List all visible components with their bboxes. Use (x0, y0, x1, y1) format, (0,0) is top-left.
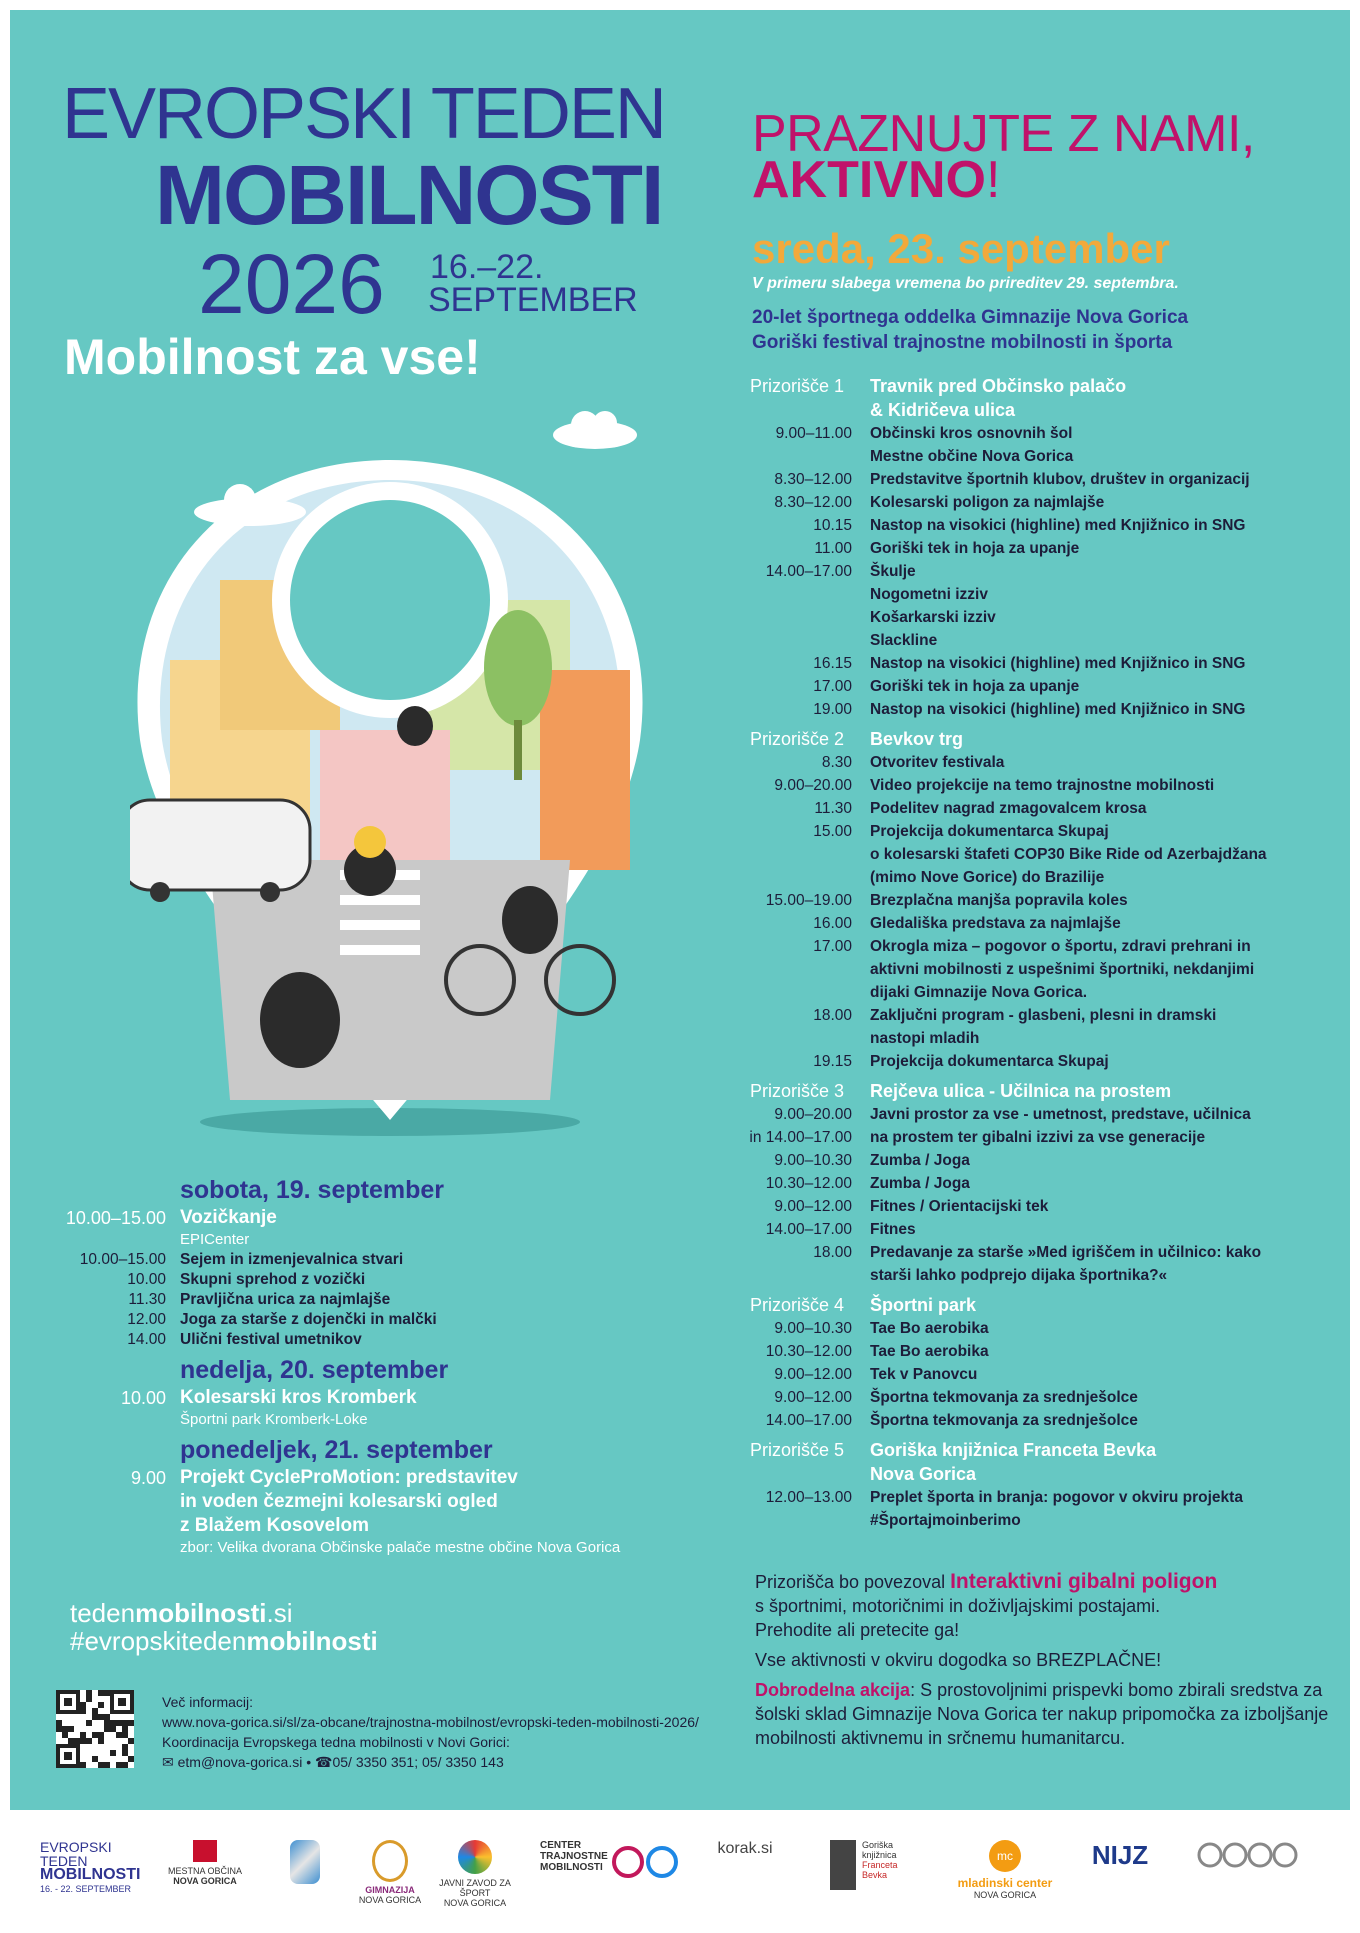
schedule-text: Športna tekmovanja za srednješolce (870, 1412, 1138, 1429)
schedule-row (740, 751, 1340, 774)
schedule-row (740, 1195, 1340, 1218)
schedule-time: 14.00–17.00 (765, 1412, 852, 1429)
schedule-row (740, 698, 1340, 721)
schedule-row (740, 652, 1340, 675)
schedule-text: Občinski kros osnovnih šol (870, 425, 1073, 442)
venue-label: Prizorišče 5 (750, 1440, 845, 1460)
schedule-text: Slackline (870, 632, 938, 649)
schedule-text: Zumba / Joga (870, 1152, 970, 1169)
schedule-row (740, 422, 1340, 445)
schedule-row (740, 866, 1340, 889)
schedule-time: 15.00–19.00 (765, 892, 852, 909)
day-time: 10.00–15.00 (79, 1251, 166, 1268)
day-row (40, 1386, 690, 1410)
schedule-row (740, 774, 1340, 797)
contact-line: ✉ etm@nova-gorica.si • ☎05/ 3350 351; 05/ 3350 143 (162, 1754, 504, 1770)
dates-line2: SEPTEMBER (428, 281, 638, 319)
venue-heading (740, 727, 1340, 751)
venue-name: Goriška knjižnica Franceta Bevka (870, 1440, 1157, 1460)
phone-icon: ☎ (315, 1754, 333, 1770)
email[interactable]: etm@nova-gorica.si (177, 1754, 303, 1770)
day-heading: sobota, 19. september (180, 1176, 444, 1204)
venue-label: Prizorišče 4 (750, 1295, 845, 1315)
schedule-time: 9.00–12.00 (774, 1366, 852, 1383)
schedule-text: Gledališka predstava za najmlajše (870, 915, 1121, 932)
schedule-time: 14.00–17.00 (765, 563, 852, 580)
schedule-row (740, 675, 1340, 698)
schedule-text: Otvoritev festivala (870, 754, 1005, 771)
schedule-row (740, 560, 1340, 583)
schedule-time: 9.00–20.00 (774, 1106, 852, 1123)
schedule-text: #Športajmoinberimo (870, 1512, 1021, 1529)
info-label: Več informacij: (162, 1694, 254, 1710)
schedule-time: 9.00–10.30 (774, 1152, 852, 1169)
schedule-time: 18.00 (813, 1244, 852, 1261)
day-text: Pravljična urica za najmlajše (180, 1291, 391, 1308)
pin-hole (290, 500, 490, 700)
schedule-text: (mimo Nove Gorice) do Brazilije (870, 869, 1105, 886)
day-row (40, 1538, 690, 1558)
contact-info (162, 1692, 699, 1772)
website[interactable]: tedenmobilnosti.si (70, 1598, 293, 1628)
schedule-row (740, 1004, 1340, 1027)
schedule-row (740, 1409, 1340, 1432)
day-text: Vozičkanje (180, 1207, 277, 1228)
schedule-text: Kolesarski poligon za najmlajše (870, 494, 1105, 511)
event-subtitle-2: Goriški festival trajnostne mobilnosti in športa (752, 332, 1173, 353)
venue-name-2: Nova Gorica (870, 1464, 977, 1484)
venue-label: Prizorišče 2 (750, 729, 845, 749)
schedule-text: Javni prostor za vse - umetnost, predstave, učilnica (870, 1106, 1251, 1123)
right-heading-line1: PRAZNUJTE Z NAMI, (752, 105, 1255, 163)
day-text: Projekt CycleProMotion: predstavitev (180, 1467, 518, 1488)
schedule-row (740, 1340, 1340, 1363)
weekend-schedule (40, 1170, 690, 1558)
day-time: 11.30 (128, 1291, 166, 1308)
schedule-text: o kolesarski štafeti COP30 Bike Ride od Azerbajdžana (870, 846, 1267, 863)
schedule-row (740, 820, 1340, 843)
tree-trunk (514, 720, 522, 780)
schedule-text: Goriški tek in hoja za upanje (870, 540, 1080, 557)
schedule-row (740, 981, 1340, 1004)
mladinski-center-logo: mc mladinski center NOVA GORICA (950, 1840, 1060, 1900)
javni-zavod-logo: JAVNI ZAVOD ZA ŠPORT NOVA GORICA (430, 1840, 520, 1908)
day-text: in voden čezmejni kolesarski ogled (180, 1491, 498, 1512)
schedule-row (740, 1027, 1340, 1050)
venue-name: Travnik pred Občinsko palačo (870, 376, 1127, 396)
day-row (40, 1206, 690, 1230)
title-year: 2026 (198, 237, 385, 331)
schedule-time: 9.00–12.00 (774, 1389, 852, 1406)
footer-notes (755, 1570, 1335, 1750)
event-subtitle-1: 20-let športnega oddelka Gimnazije Nova Gorica (752, 307, 1189, 328)
right-heading-line2: AKTIVNO! (752, 151, 1001, 209)
schedule-time: 8.30 (821, 754, 852, 771)
day-time: 12.00 (127, 1311, 166, 1328)
schedule-row (740, 1050, 1340, 1073)
schedule-text: aktivni mobilnosti z uspešnimi športniki, nekdanjimi (870, 961, 1255, 978)
cloud-left (190, 480, 310, 530)
venue-heading (740, 1293, 1340, 1317)
schedule-row (740, 1486, 1340, 1509)
schedule-text: Podelitev nagrad zmagovalcem krosa (870, 800, 1147, 817)
schedule-row (740, 889, 1340, 912)
schedule-time: 10.15 (813, 517, 852, 534)
hashtag: #evropskitedenmobilnosti (70, 1626, 378, 1656)
day-text: EPICenter (180, 1231, 250, 1248)
etm-logo: EVROPSKI TEDEN MOBILNOSTI 16. - 22. SEPTEMBER (40, 1839, 141, 1894)
schedule-text: Fitnes / Orientacijski tek (870, 1198, 1049, 1215)
schedule-text: nastopi mladih (870, 1030, 980, 1047)
venue-label: Prizorišče 1 (750, 376, 845, 396)
schedule-row (740, 491, 1340, 514)
bus (130, 800, 310, 890)
day-time: 10.00–15.00 (65, 1208, 166, 1228)
venue-heading (740, 374, 1340, 422)
schedule-text: dijaki Gimnazije Nova Gorica. (870, 984, 1088, 1001)
day-time: 9.00 (130, 1468, 166, 1488)
schedule-row (740, 468, 1340, 491)
polygon-note: Prizorišča bo povezoval Interaktivni gibalni poligon s športnimi, motoričnimi in doživljajskimi postajami. Prehodite ali pretecite ga! (755, 1570, 1218, 1640)
schedule-text: Športna tekmovanja za srednješolce (870, 1389, 1138, 1406)
qr-code-icon[interactable] (56, 1690, 134, 1768)
schedule-row (740, 583, 1340, 606)
schedule-text: Brezplačna manjša popravila koles (870, 892, 1128, 909)
day-row (40, 1410, 690, 1430)
schedule-row (740, 1172, 1340, 1195)
schedule-text: Fitnes (870, 1221, 916, 1238)
schedule-row (740, 514, 1340, 537)
schedule-time: 18.00 (813, 1007, 852, 1024)
sponsor-logos (0, 1830, 1360, 1920)
schedule-text: Nastop na visokici (highline) med Knjižnico in SNG (870, 655, 1246, 672)
day-text: Kolesarski kros Kromberk (180, 1387, 417, 1408)
day-row (40, 1230, 690, 1250)
charity-note: Dobrodelna akcija: S prostovoljnimi prispevki bomo zbirali sredstva za šolski sklad Gimnazije Nova Gorica ter nakup pripomočka za izboljšanje mobilnosti aktivnemu in srčnemu humanitarcu. (755, 1680, 1329, 1748)
venue-name: Rejčeva ulica - Učilnica na prostem (870, 1081, 1172, 1101)
day-row (40, 1466, 690, 1490)
schedule-time: 17.00 (813, 678, 852, 695)
schedule-row (740, 958, 1340, 981)
schedule-time: 12.00–13.00 (765, 1489, 852, 1506)
motto: Mobilnost za vse! (64, 329, 481, 385)
venue-heading (740, 1438, 1340, 1486)
schedule-text: Nastop na visokici (highline) med Knjižnico in SNG (870, 517, 1246, 534)
schedule-row (740, 1149, 1340, 1172)
day-row (40, 1514, 690, 1538)
schedule-time: 17.00 (813, 938, 852, 955)
mail-icon: ✉ (162, 1754, 174, 1770)
schedule-text: Nogometni izziv (870, 586, 988, 603)
day-row (40, 1290, 690, 1310)
schedule-time: 9.00–12.00 (774, 1198, 852, 1215)
schedule-text: Video projekcije na temo trajnostne mobilnosti (870, 777, 1215, 794)
schedule-row (740, 1103, 1340, 1126)
day-time: 14.00 (127, 1331, 166, 1348)
free-note: Vse aktivnosti v okviru dogodka so BREZPLAČNE! (755, 1650, 1162, 1670)
schedule-text: Zumba / Joga (870, 1175, 970, 1192)
schedule-time: 9.00–10.30 (774, 1320, 852, 1337)
schedule-time: 8.30–12.00 (774, 471, 852, 488)
schedule-row (740, 935, 1340, 958)
schedule-text: na prostem ter gibalni izzivi za vse generacije (870, 1129, 1206, 1146)
schedule-row (740, 1264, 1340, 1287)
poster (10, 10, 1350, 1810)
schedule-time: 11.00 (814, 540, 852, 557)
schedule-row (740, 1126, 1340, 1149)
venue-name: Bevkov trg (870, 729, 964, 749)
rra-logo (1185, 1840, 1315, 1872)
schedule-row (740, 1386, 1340, 1409)
day-row (40, 1490, 690, 1514)
schedule-time: 16.15 (813, 655, 852, 672)
kid-scooter (397, 706, 433, 746)
day-row (40, 1330, 690, 1350)
schedule-time: 19.00 (813, 701, 852, 718)
schedule-row (740, 843, 1340, 866)
coordination-label: Koordinacija Evropskega tedna mobilnosti v Novi Gorici: (162, 1734, 510, 1750)
sportna-zveza-logo (275, 1840, 335, 1884)
schedule-text: Projekcija dokumentarca Skupaj (870, 1053, 1109, 1070)
walker (260, 972, 340, 1068)
dates-line1: 16.–22. (430, 248, 544, 286)
venue-label: Prizorišče 3 (750, 1081, 845, 1101)
day-heading: nedelja, 20. september (180, 1356, 449, 1384)
schedule-row (740, 537, 1340, 560)
title-line1: EVROPSKI TEDEN (62, 74, 665, 154)
schedule-time: in 14.00–17.00 (749, 1129, 852, 1146)
schedule-row (740, 1509, 1340, 1532)
schedule-text: Predavanje za starše »Med igriščem in učilnico: kako (870, 1244, 1262, 1261)
schedule-text: starši lahko podprejo dijaka športnika?« (870, 1267, 1168, 1284)
schedule-row (740, 1363, 1340, 1386)
schedule-text: Goriški tek in hoja za upanje (870, 678, 1080, 695)
day-text: Sejem in izmenjevalnica stvari (180, 1251, 404, 1268)
schedule-row (740, 629, 1340, 652)
schedule-text: Tek v Panovcu (870, 1366, 978, 1383)
tree (484, 610, 552, 726)
schedule-text: Nastop na visokici (highline) med Knjižnico in SNG (870, 701, 1246, 718)
schedule-text: Mestne občine Nova Gorica (870, 448, 1074, 465)
day-text: Ulični festival umetnikov (180, 1331, 362, 1348)
day-time: 10.00 (127, 1271, 166, 1288)
center-trajnostne-mobilnosti-logo: CENTER TRAJNOSTNE MOBILNOSTI (540, 1840, 680, 1873)
schedule-time: 11.30 (814, 800, 852, 817)
korak-logo: korak.si (717, 1840, 773, 1857)
schedule-time: 14.00–17.00 (765, 1221, 852, 1238)
day-text: Športni park Kromberk-Loke (180, 1411, 368, 1428)
gimnazija-logo: GIMNAZIJA NOVA GORICA (355, 1840, 425, 1905)
venue-name: Športni park (870, 1295, 977, 1315)
weather-note: V primeru slabega vremena bo prireditev 29. septembra. (752, 275, 1179, 292)
schedule-time: 10.30–12.00 (765, 1343, 852, 1360)
schedule-text: Predstavitve športnih klubov, društev in organizacij (870, 471, 1250, 488)
schedule-text: Košarkarski izziv (870, 609, 996, 626)
day-text: Joga za starše z dojenčki in malčki (180, 1311, 437, 1328)
venue-heading (740, 1079, 1340, 1103)
day-row (40, 1310, 690, 1330)
schedule-time: 10.30–12.00 (765, 1175, 852, 1192)
schedule-row (740, 797, 1340, 820)
schedule-text: Okrogla miza – pogovor o športu, zdravi prehrani in (870, 938, 1251, 955)
schedule-time: 16.00 (813, 915, 852, 932)
cloud-right (550, 405, 640, 455)
day-text: zbor: Velika dvorana Občinske palače mestne občine Nova Gorica (180, 1539, 621, 1556)
day-time: 10.00 (120, 1388, 166, 1408)
day-heading: ponedeljek, 21. september (180, 1436, 493, 1464)
schedule-time: 8.30–12.00 (774, 494, 852, 511)
phone: 05/ 3350 351; 05/ 3350 143 (332, 1754, 504, 1770)
schedule-row (740, 1241, 1340, 1264)
schedule-time: 19.15 (813, 1053, 852, 1070)
schedule-row (740, 912, 1340, 935)
schedule-row (740, 1317, 1340, 1340)
nijz-logo: NIJZ (1091, 1840, 1149, 1870)
schedule-time: 9.00–20.00 (774, 777, 852, 794)
wednesday-schedule (740, 368, 1340, 1532)
goriska-knjiznica-logo: Goriška knjižnica Franceta Bevka (830, 1840, 920, 1880)
schedule-text: Zaključni program - glasbeni, plesni in dramski (870, 1007, 1217, 1024)
cyclist (502, 886, 558, 954)
day-row (40, 1270, 690, 1290)
schedule-time: 9.00–11.00 (775, 425, 852, 442)
mestna-obcina-logo: MESTNA OBČINA NOVA GORICA (165, 1840, 245, 1886)
schedule-text: Projekcija dokumentarca Skupaj (870, 823, 1109, 840)
day-row (40, 1250, 690, 1270)
schedule-row (740, 445, 1340, 468)
info-url[interactable]: www.nova-gorica.si/sl/za-obcane/trajnostna-mobilnost/evropski-teden-mobilnosti-2026/ (162, 1714, 699, 1730)
schedule-text: Tae Bo aerobika (870, 1320, 989, 1337)
venue-name-2: & Kidričeva ulica (870, 400, 1016, 420)
schedule-row (740, 606, 1340, 629)
schedule-text: Škulje (870, 563, 916, 580)
title-line2: MOBILNOSTI (155, 148, 663, 242)
day-text: z Blažem Kosovelom (180, 1515, 369, 1536)
schedule-time: 15.00 (813, 823, 852, 840)
schedule-row (740, 1218, 1340, 1241)
day-text: Skupni sprehod z vozički (180, 1271, 366, 1288)
main-event-date: sreda, 23. september (752, 225, 1170, 272)
schedule-text: Tae Bo aerobika (870, 1343, 989, 1360)
schedule-text: Preplet športa in branja: pogovor v okviru projekta (870, 1489, 1243, 1506)
building-orange (540, 670, 630, 870)
